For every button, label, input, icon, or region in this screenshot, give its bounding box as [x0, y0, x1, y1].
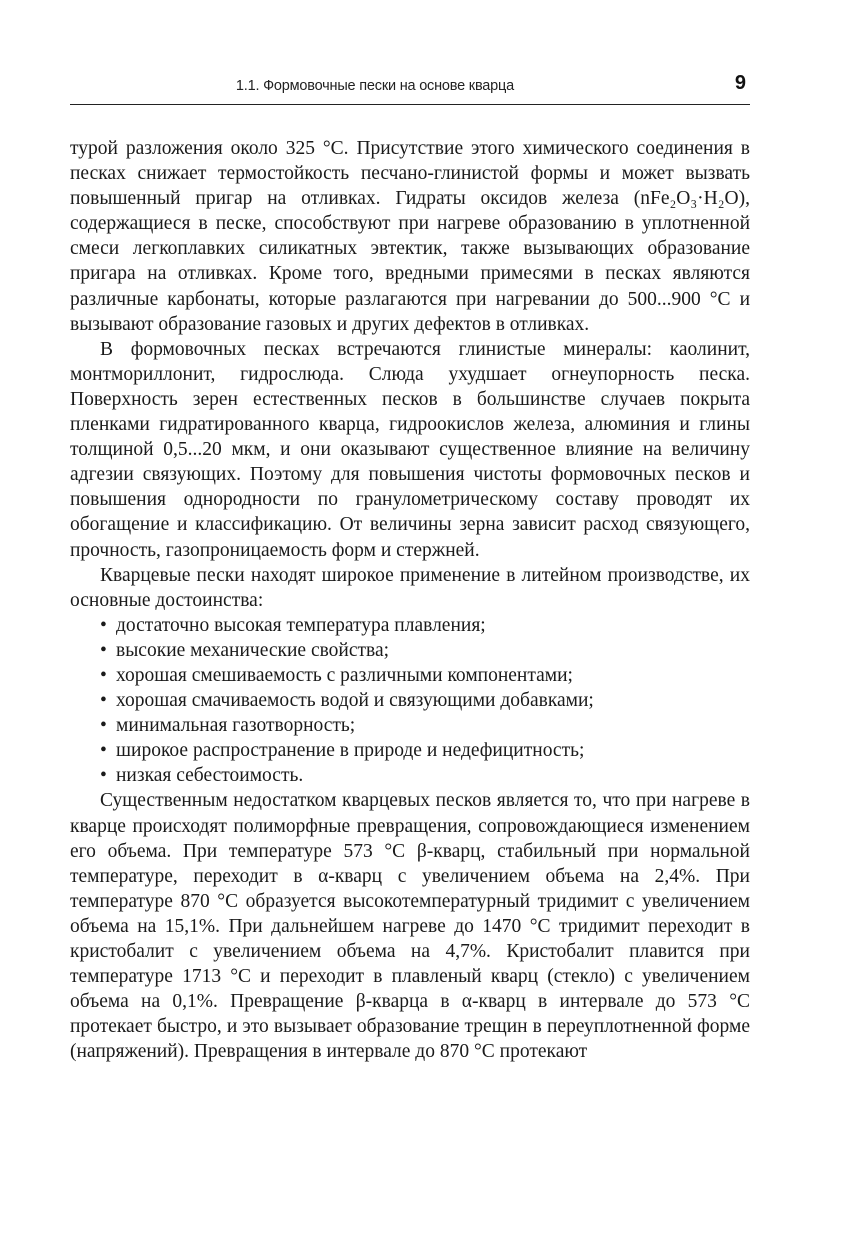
list-item: • достаточно высокая температура плавления;: [100, 613, 750, 638]
page-header: [70, 72, 750, 105]
paragraph-3: Кварцевые пески находят широкое применение в литейном производстве, их основные достоинства:: [70, 564, 750, 611]
paragraph-1: турой разложения около 325 °С. Присутствие этого химического соединения в песках снижает термостойкость песчано-глинистой формы и может вызвать повышенный пригар на отливках. Гидраты оксидов железа (nFe₂O₃·H₂O), содержащиеся в песке, способствуют при нагреве образованию в уплотненной смеси легкоплавких силикатных эвтектик, также вызывающих образование пригара на отливках. Кроме того, вредными примесями в песках являются различные карбонаты, которые разлагаются при нагревании до 500...900 °С и вызывают образование газовых и других дефектов в отливках.: [70, 138, 750, 335]
list-item: • широкое распространение в природе и недефицитность;: [100, 738, 750, 763]
page-body: [70, 136, 750, 1064]
advantages-list: [70, 613, 750, 789]
paragraph-2: В формовочных песках встречаются глинистые минералы: каолинит, монтмориллонит, гидрослюда. Слюда ухудшает огнеупорность песка. Поверхность зерен естественных песков в большинстве случаев покрыта пленками гидратированного кварца, гидроокислов железа, алюминия и глины толщиной 0,5...20 мкм, и они оказывают существенное влияние на величину адгезии связующих. Поэтому для повышения чистоты формовочных песков и повышения однородности по гранулометрическому составу проводят их обогащение и классификацию. От величины зерна зависит расход связующего, прочность, газопроницаемость форм и стержней.: [70, 338, 750, 561]
paragraph-4: Существенным недостатком кварцевых песков является то, что при нагреве в кварце происходят полиморфные превращения, сопровождающиеся изменением его объема. При температуре 573 °С β-кварц, стабильный при нормальной температуре, переходит в α-кварц с увеличением объема на 2,4%. При температуре 870 °С образуется высокотемпературный тридимит с увеличением объема на 15,1%. При дальнейшем нагреве до 1470 °С тридимит переходит в кристобалит с увеличением объема на 4,7%. Кристобалит плавится при температуре 1713 °С и переходит в плавленый кварц (стекло) с увеличением объема на 0,1%. Превращение β-кварца в α-кварц в интервале до 573 °С протекает быстро, и это вызывает образование трещин в переуплотненной форме (напряжений). Превращения в интервале до 870 °С протекают: [70, 790, 750, 1063]
list-item: • минимальная газотворность;: [100, 713, 750, 738]
list-item: • хорошая смешиваемость с различными компонентами;: [100, 663, 750, 688]
page-number: 9: [734, 72, 746, 94]
list-item: • высокие механические свойства;: [100, 638, 750, 663]
running-title: 1.1. Формовочные пески на основе кварца: [235, 78, 514, 94]
list-item: • хорошая смачиваемость водой и связующими добавками;: [100, 688, 750, 713]
list-item: • низкая себестоимость.: [100, 763, 750, 788]
